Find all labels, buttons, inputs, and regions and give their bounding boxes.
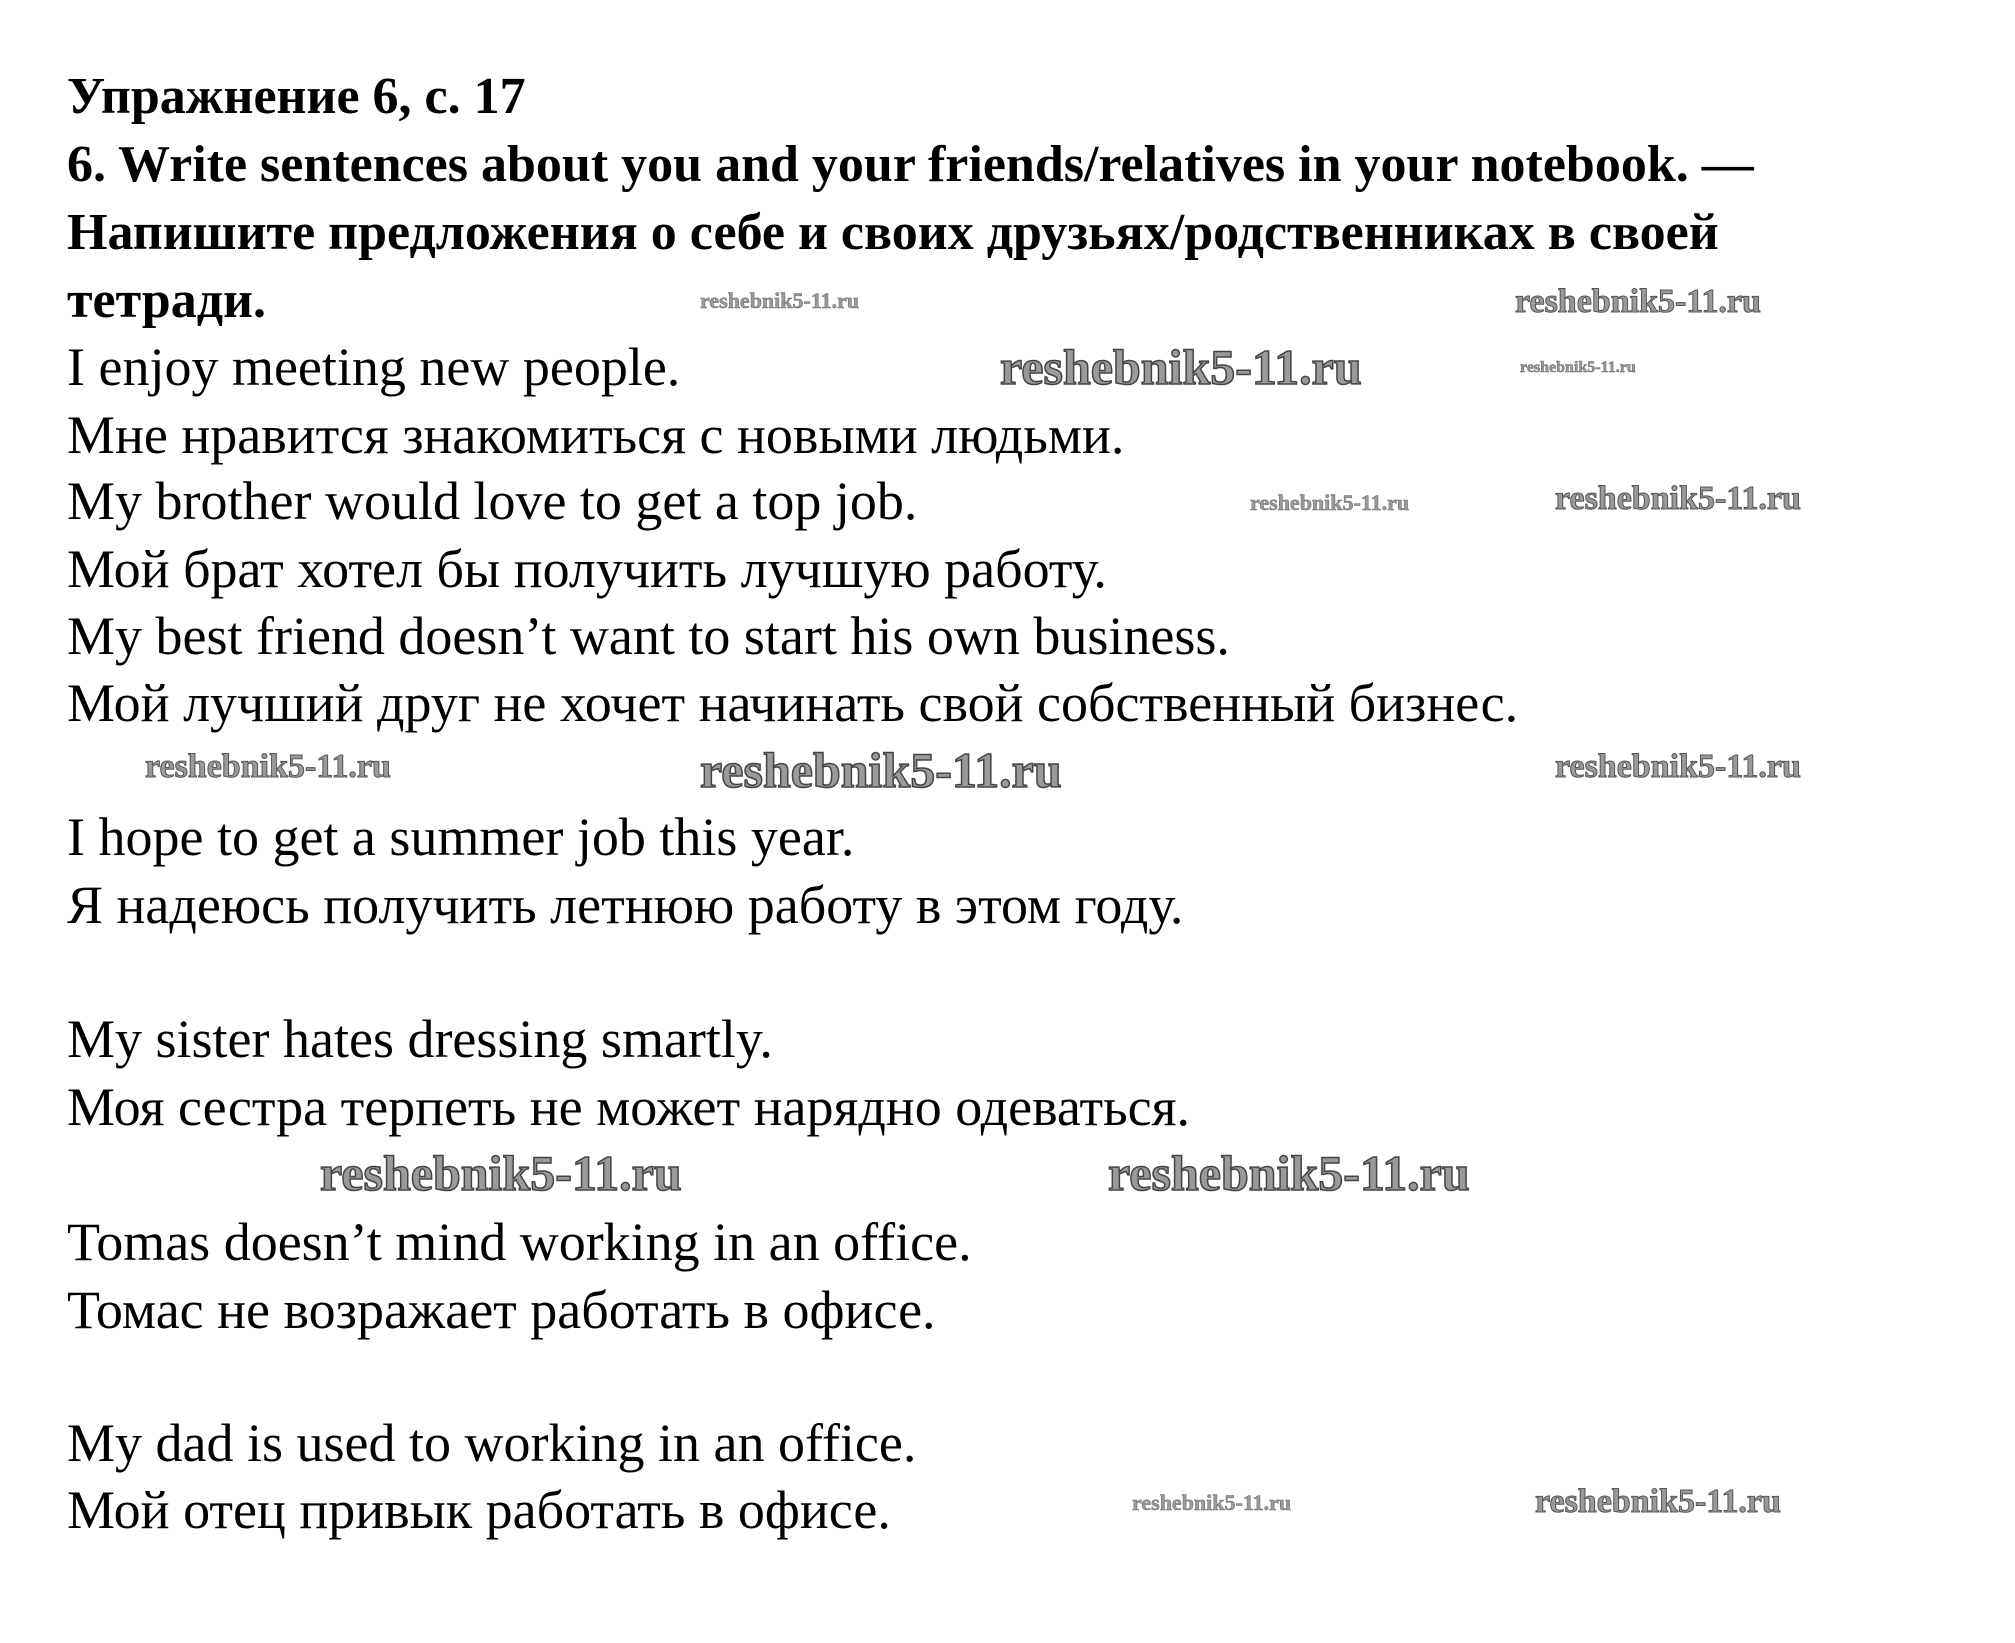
sentence-en: My sister hates dressing smartly.: [67, 1009, 773, 1069]
watermark: reshebnik5-11.ru: [1520, 359, 1636, 376]
sentence-en: I hope to get a summer job this year.: [67, 807, 855, 867]
watermark: reshebnik5-11.ru: [1535, 1483, 1781, 1520]
watermark: reshebnik5-11.ru: [1250, 490, 1410, 515]
watermark: reshebnik5-11.ru: [145, 748, 391, 785]
watermark: reshebnik5-11.ru: [1000, 339, 1362, 395]
sentence-ru: Мой отец привык работать в офисе.: [67, 1480, 891, 1540]
watermark: reshebnik5-11.ru: [700, 288, 860, 313]
watermark: reshebnik5-11.ru: [1555, 748, 1801, 785]
sentence-ru: Мне нравится знакомиться с новыми людьми.: [67, 405, 1125, 465]
watermark: reshebnik5-11.ru: [700, 742, 1062, 798]
exercise-title: Упражнение 6, с. 17: [67, 68, 526, 125]
sentence-ru: Моя сестра терпеть не может нарядно одеваться.: [67, 1077, 1190, 1137]
task-instruction-en: 6. Write sentences about you and your friends/relatives in your notebook. —: [67, 136, 1754, 193]
sentence-ru: Мой лучший друг не хочет начинать свой собственный бизнес.: [67, 673, 1519, 733]
watermark: reshebnik5-11.ru: [1555, 480, 1801, 517]
sentence-en: My brother would love to get a top job.: [67, 471, 918, 531]
task-instruction-ru-cont: тетради.: [67, 272, 266, 329]
sentence-ru: Я надеюсь получить летнюю работу в этом году.: [67, 875, 1184, 935]
sentence-en: My best friend doesn’t want to start his own business.: [67, 606, 1230, 666]
sentence-ru: Мой брат хотел бы получить лучшую работу.: [67, 539, 1107, 599]
sentence-en: Tomas doesn’t mind working in an office.: [67, 1212, 972, 1272]
sentence-en: My dad is used to working in an office.: [67, 1413, 917, 1473]
watermark: reshebnik5-11.ru: [1132, 1490, 1292, 1515]
task-instruction-ru: Напишите предложения о себе и своих друзьях/родственниках в своей: [67, 204, 1719, 261]
sentence-en: I enjoy meeting new people.: [67, 337, 681, 397]
watermark: reshebnik5-11.ru: [1515, 283, 1761, 320]
watermark: reshebnik5-11.ru: [1108, 1145, 1470, 1201]
sentence-ru: Томас не возражает работать в офисе.: [67, 1280, 936, 1340]
watermark: reshebnik5-11.ru: [320, 1145, 682, 1201]
